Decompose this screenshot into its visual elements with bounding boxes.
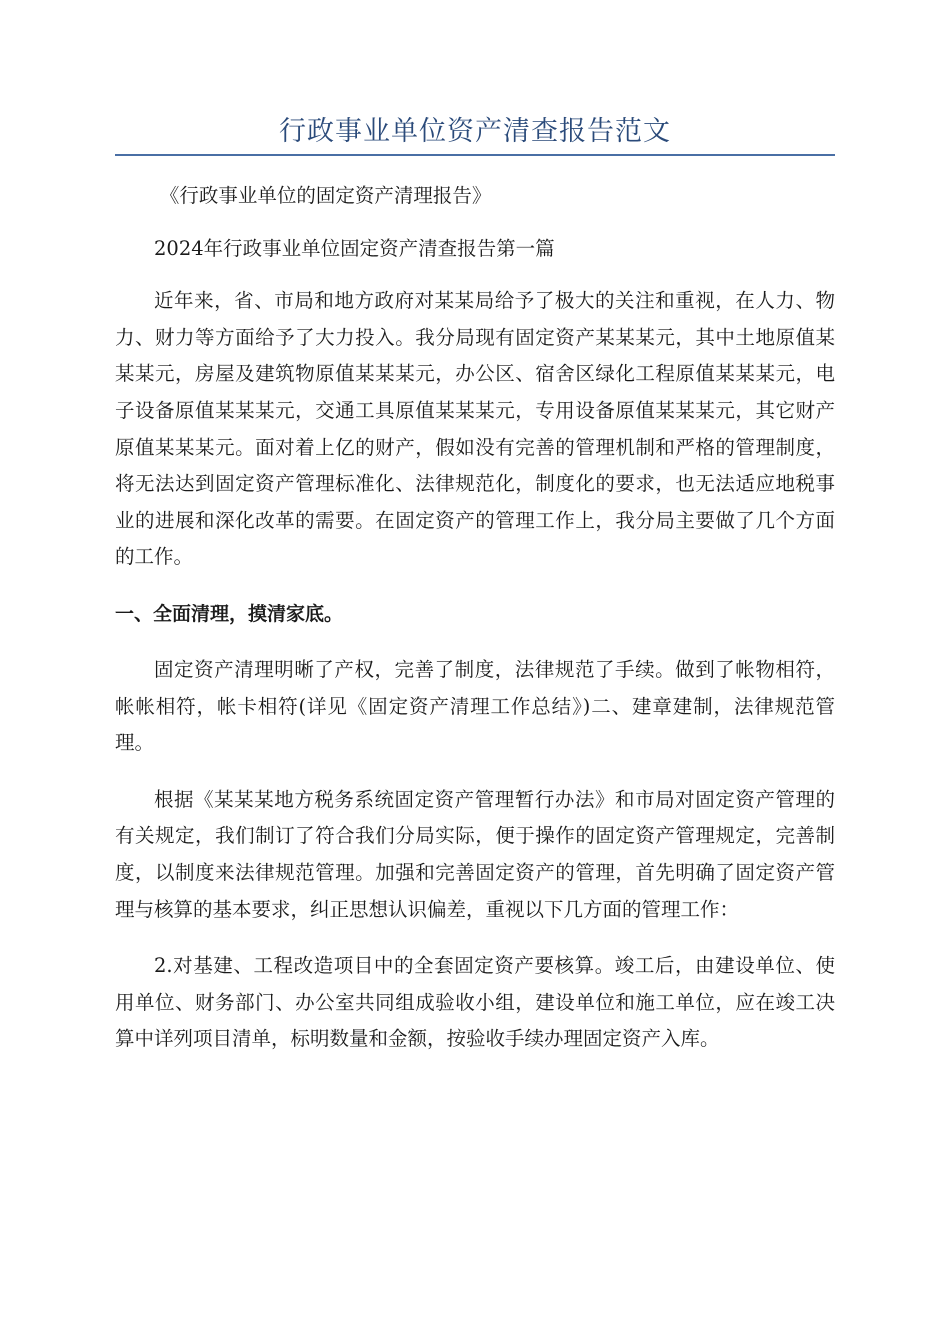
section-1-paragraph: 固定资产清理明晰了产权，完善了制度，法律规范了手续。做到了帐物相符，帐帐相符，帐卡相符(详见《固定资产清理工作总结》)二、建章建制，法律规范管理。	[115, 657, 835, 755]
section-3-paragraph: 2.对基建、工程改造项目中的全套固定资产要核算。竣工后，由建设单位、使用单位、财务部门、办公室共同组成验收小组，建设单位和施工单位，应在竣工决算中详列项目清单，标明数量和金额，按验收手续办理固定资产入库。	[115, 954, 835, 1051]
document-title: 行政事业单位资产清查报告范文	[279, 116, 671, 147]
section-heading-1: 一、全面清理，摸清家底。	[115, 602, 344, 625]
document-page	[115, 0, 835, 1058]
intro-paragraph: 近年来，省、市局和地方政府对某某局给予了极大的关注和重视，在人力、物力、财力等方面给予了大力投入。我分局现有固定资产某某某元，其中土地原值某某某元，房屋及建筑物原值某某某元，办公区、宿舍区绿化工程原值某某某元，电子设备原值某某某元，交通工具原值某某某元，专用设备原值某某某元，其它财产原值某某某元。面对着上亿的财产，假如没有完善的管理机制和严格的管理制度，将无法达到固定资产管理标准化、法律规范化，制度化的要求，也无法适应地税事业的进展和深化改革的需要。在固定资产的管理工作上，我分局主要做了几个方面的工作。	[115, 289, 835, 569]
document-subtitle: 2024年行政事业单位固定资产清查报告第一篇	[154, 236, 555, 260]
title-underline	[115, 154, 835, 156]
reference-line: 《行政事业单位的固定资产清理报告》	[159, 184, 492, 207]
section-2-paragraph: 根据《某某某地方税务系统固定资产管理暂行办法》和市局对固定资产管理的有关规定，我们制订了符合我们分局实际，便于操作的固定资产管理规定，完善制度，以制度来法律规范管理。加强和完善固定资产的管理，首先明确了固定资产管理与核算的基本要求，纠正思想认识偏差，重视以下几方面的管理工作：	[115, 787, 835, 921]
